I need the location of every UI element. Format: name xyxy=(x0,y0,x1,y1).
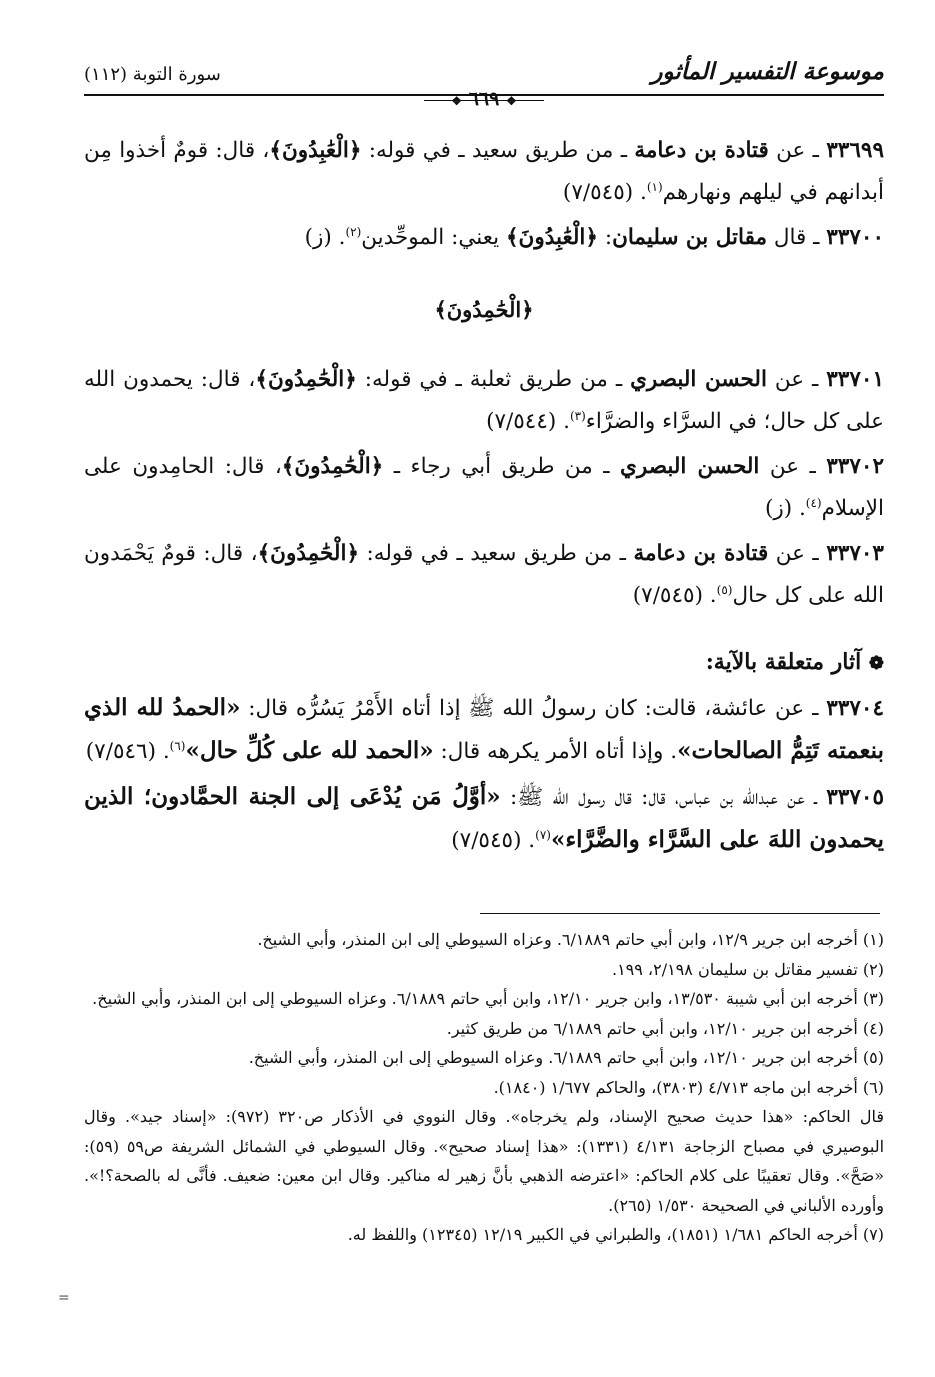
entry-text: ، قال: قومٌ أخذوا مِن أبدانهم في ليلهم ونهارهم xyxy=(84,138,884,205)
hadith-text: «الحمد لله على كُلِّ حال» xyxy=(185,737,434,764)
entry-33703 xyxy=(84,533,884,617)
footnote-marker: (٢) xyxy=(345,224,362,239)
footnote-marker: (١) xyxy=(646,179,663,194)
entry-number: ٣٣٧٠١ xyxy=(826,367,884,392)
footnote-3: (٣) أخرجه ابن أبي شيبة ١٣/٥٣٠، وابن جرير ١٢/١٠، وابن أبي حاتم ٦/١٨٨٩. وعزاه السيوطي إلى ابن المنذر، وأبي الشيخ. xyxy=(92,989,884,1008)
cross-reference: . (٧/٥٤٥) xyxy=(562,180,647,205)
narrator-name: الحسن البصري xyxy=(620,454,760,479)
quran-quote: ﴿الْحَٰمِدُونَ﴾ xyxy=(281,454,384,479)
entry-number: ٣٣٧٠٥ xyxy=(826,785,884,810)
cross-reference: . (٧/٥٤٦) xyxy=(85,739,170,764)
footnote-4: (٤) أخرجه ابن جرير ١٢/١٠، وابن أبي حاتم ٦/١٨٨٩ من طريق كثير. xyxy=(446,1018,884,1038)
entry-33702 xyxy=(84,446,884,530)
entry-text: ، قال: يحمدون الله على كل حال؛ في السرَّاء والضرَّاء xyxy=(84,367,884,434)
narrator-name: مقاتل بن سليمان xyxy=(612,225,767,250)
footnote-marker: (٣) xyxy=(569,408,586,423)
entry-text: ـ قال xyxy=(766,225,827,250)
entry-33705 xyxy=(84,776,884,862)
page-number-text: ٦٦٩ xyxy=(468,88,500,110)
footnote-marker: (٤) xyxy=(805,495,822,510)
ornament-icon: ❖ xyxy=(505,94,517,108)
footnote-1: (١) أخرجه ابن جرير ١٢/٩، وابن أبي حاتم ٦/١٨٨٩. وعزاه السيوطي إلى ابن المنذر، وأبي الشيخ. xyxy=(257,930,884,949)
entry-text: ـ عن عبدالله بن عباس، قال: قال رسول الله ﷺ: xyxy=(500,785,827,810)
entry-text: ـ عن xyxy=(768,541,827,566)
footnote-6: (٦) أخرجه ابن ماجه ٤/٧١٣ (٣٨٠٣)، والحاكم ١/٦٧٧ (١٨٤٠). xyxy=(493,1077,884,1097)
entry-text: ـ من طريق ثعلبة ـ في قوله: xyxy=(356,367,631,392)
ornament-icon: ❖ xyxy=(451,94,463,108)
footnote-2: (٢) تفسير مقاتل بن سليمان ٢/١٩٨، ١٩٩. xyxy=(611,959,884,979)
quran-quote: ﴿الْعَٰبِدُونَ﴾ xyxy=(269,138,362,163)
entry-text: ـ عن عائشة، قالت: كان رسولُ الله ﷺ إذا أتاه الأَمْرُ يَسُرُّه قال: xyxy=(240,696,827,721)
surah-label: سورة التوبة (١١٢) xyxy=(84,64,221,85)
hadith-text: «الحمدُ لله الذي بنعمته تَتِمُّ الصالحات» xyxy=(84,694,884,764)
quran-quote: ﴿الْحَٰمِدُونَ﴾ xyxy=(257,541,360,566)
narrator-name: قتادة بن دعامة xyxy=(634,138,769,163)
entry-text: ، قال: قومٌ يَحْمَدون الله على كل حال xyxy=(84,541,884,608)
footnote-marker: (٦) xyxy=(169,738,186,753)
entry-text: ـ من طريق أبي رجاء ـ xyxy=(383,454,620,479)
cross-reference: . (ز) xyxy=(304,225,346,250)
cross-reference: . (٧/٥٤٥) xyxy=(451,828,536,853)
entry-text: . وإذا أتاه الأمر يكرهه قال: xyxy=(433,739,678,764)
entry-text: يعني: الموحِّدين xyxy=(361,225,506,250)
quran-quote: ﴿الْعَٰبِدُونَ﴾ xyxy=(505,225,598,250)
footnotes xyxy=(84,925,884,1250)
quran-quote: ﴿الْحَٰمِدُونَ﴾ xyxy=(255,367,357,392)
entry-number: ٣٣٧٠٢ xyxy=(826,454,884,479)
entry-number: ٣٣٧٠٤ xyxy=(826,696,884,721)
cross-reference: . (٧/٥٤٤) xyxy=(486,409,570,434)
cross-reference: . (ز) xyxy=(764,496,806,521)
footnote-marker: (٧) xyxy=(535,827,551,842)
footnote-rule xyxy=(480,913,880,914)
footnote-marker: (٥) xyxy=(716,582,733,597)
entry-text: ، قال: الحامِدون على الإسلام xyxy=(84,454,884,521)
narrator-name: قتادة بن دعامة xyxy=(633,541,769,566)
cross-reference: . (٧/٥٤٥) xyxy=(632,583,717,608)
entry-number: ٣٣٦٩٩ xyxy=(826,138,884,163)
book-title: موسوعة التفسير المأثور xyxy=(651,58,884,85)
footnote-6-commentary: قال الحاكم: «هذا حديث صحيح الإسناد، ولم يخرجاه». وقال النووي في الأذكار ص٣٢٠ (٩٧٢): «إسناد جيد». وقال البوصيري في مصباح الزجاجة ٤/١٣١ (١٣٣١): «هذا إسناد صحيح». وقال السيوطي في الشمائل الشريفة ص٥٩ (٥٩): «صَحَّ». وقال تعقيبًا على كلام الحاكم: «اعترضه الذهبي بأنَّ زهير له مناكير. وقال ابن معين: ضعيف. فأنَّى له بالصحة؟!». وأورده الألباني في الصحيحة ١/٥٣٠ (٢٦٥). xyxy=(84,1107,885,1215)
subheading-text: آثار متعلقة بالآية: xyxy=(705,649,862,675)
entry-text: ـ من طريق سعيد ـ في قوله: xyxy=(361,138,635,163)
margin-mark: = xyxy=(58,1290,70,1306)
footnote-5: (٥) أخرجه ابن جرير ١٢/١٠، وابن أبي حاتم ٦/١٨٨٩. وعزاه السيوطي إلى ابن المنذر، وأبي الشيخ. xyxy=(248,1048,884,1067)
entry-text: ـ من طريق سعيد ـ في قوله: xyxy=(359,541,634,566)
entry-33704 xyxy=(84,687,884,773)
entry-text: ـ عن xyxy=(759,454,827,479)
entry-text: ـ عن xyxy=(766,367,827,392)
entry-text: ـ عن xyxy=(768,138,827,163)
page-number xyxy=(84,88,884,110)
section-title: ﴿الْحَٰمِدُونَ﴾ xyxy=(434,297,534,322)
hadith-text: «أوَّلُ مَن يُدْعَى إلى الجنة الحمَّادون؛ الذين يحمدون اللهَ على السَّرَّاء والضَّرَّاء» xyxy=(84,783,884,853)
page-number-row xyxy=(84,86,884,116)
entry-33701 xyxy=(84,359,884,443)
flower-icon: ❁ xyxy=(868,653,884,674)
narrator-name: الحسن البصري xyxy=(630,367,767,392)
main-text xyxy=(84,130,884,865)
subheading xyxy=(84,641,884,685)
footnote-7: (٧) أخرجه الحاكم ١/٦٨١ (١٨٥١)، والطبراني في الكبير ١٢/١٩ (١٢٣٤٥) واللفظ له. xyxy=(347,1225,884,1244)
entry-text: : xyxy=(597,225,613,250)
entry-33699 xyxy=(84,130,884,214)
entry-number: ٣٣٧٠٠ xyxy=(826,225,884,250)
entry-33700 xyxy=(84,217,884,259)
entry-number: ٣٣٧٠٣ xyxy=(826,541,884,566)
